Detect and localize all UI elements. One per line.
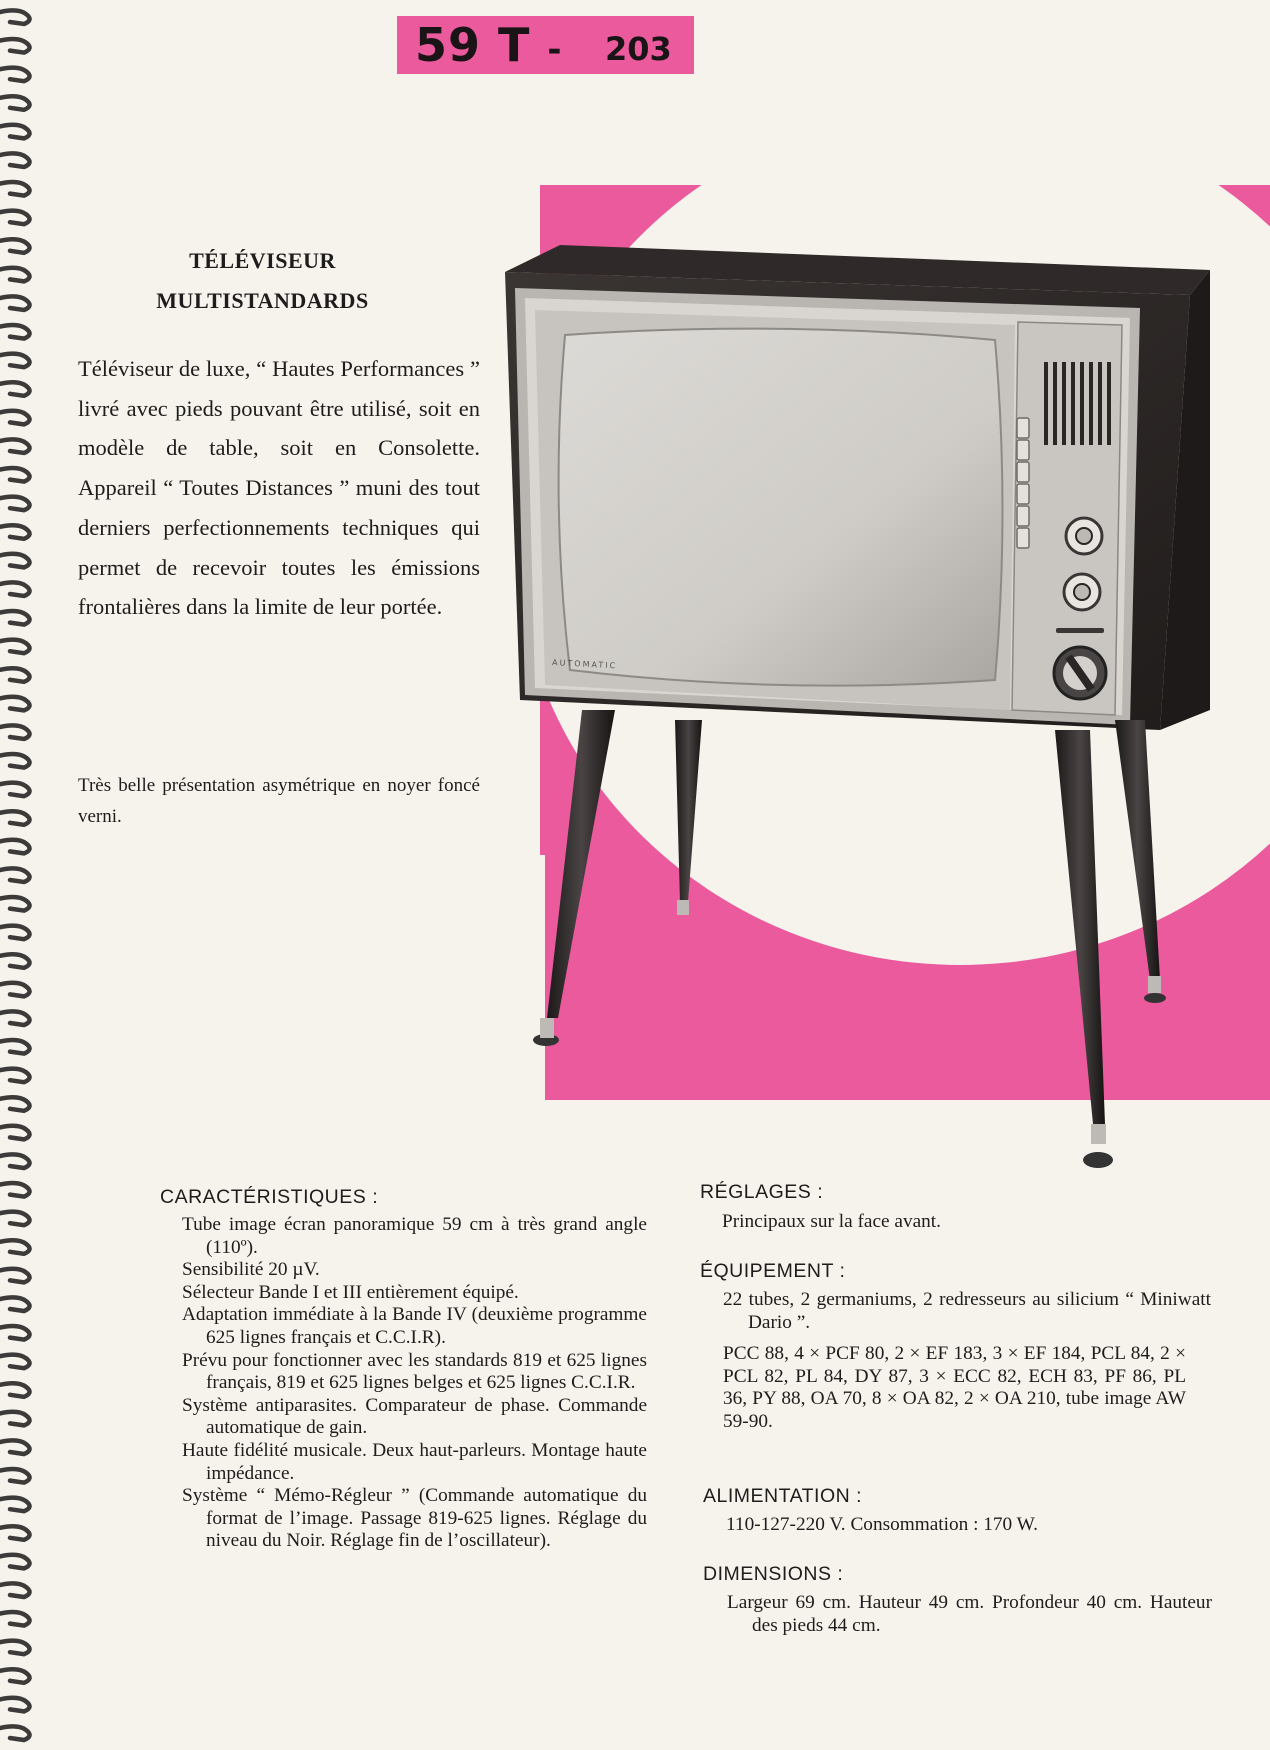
model-main: 59 T: [415, 18, 531, 72]
heading-line1: TÉLÉVISEUR: [189, 248, 336, 273]
spiral-ring: [0, 811, 30, 825]
model-number: 203: [605, 30, 672, 68]
spiral-ring: [0, 268, 30, 282]
spiral-ring: [0, 1612, 30, 1626]
spiral-ring: [0, 239, 30, 253]
caracteristique-item: Sélecteur Bande I et III entièrement équipé.: [182, 1281, 519, 1303]
equipement-text-2: PCC 88, 4 × PCF 80, 2 × EF 183, 3 × EF 184, PCL 84, 2 × PCL 82, PL 84, DY 87, 3 × ECC 82, ECH 83, PF 86, PL 36, PY 88, OA 70, 8 × OA 82, 2 × OA 210, tube image AW 59-90.: [723, 1343, 1186, 1432]
equipement-text-1: 22 tubes, 2 germaniums, 2 redresseurs au silicium “ Miniwatt Dario ”.: [723, 1289, 1211, 1333]
spiral-ring: [0, 640, 30, 654]
spiral-ring: [0, 1641, 30, 1655]
dimensions-title: DIMENSIONS :: [703, 1563, 844, 1585]
spiral-ring: [0, 468, 30, 482]
spiral-ring: [0, 1097, 30, 1111]
model-title: [415, 18, 563, 72]
spiral-ring: [0, 1469, 30, 1483]
spiral-ring: [0, 868, 30, 882]
spiral-ring: [0, 668, 30, 682]
spiral-ring: [0, 1669, 30, 1683]
spiral-ring: [0, 1040, 30, 1054]
caracteristique-item: Adaptation immédiate à la Bande IV (deuxième programme 625 lignes français et C.C.I.R).: [182, 1304, 647, 1348]
spiral-ring: [0, 611, 30, 625]
spiral-ring: [0, 554, 30, 568]
spiral-ring: [0, 1383, 30, 1397]
spiral-ring: [0, 411, 30, 425]
spiral-ring: [0, 1069, 30, 1083]
reglages-text: Principaux sur la face avant.: [722, 1211, 941, 1232]
spiral-ring: [0, 39, 30, 53]
tv-legs: [533, 710, 1166, 1168]
spiral-ring: [0, 1583, 30, 1597]
spiral-ring: [0, 1326, 30, 1340]
spiral-ring: [0, 582, 30, 596]
spiral-ring: [0, 296, 30, 310]
spiral-ring: [0, 1555, 30, 1569]
spiral-ring: [0, 783, 30, 797]
spiral-ring: [0, 1240, 30, 1254]
spiral-ring: [0, 697, 30, 711]
reglages-title: RÉGLAGES :: [700, 1181, 824, 1203]
spiral-ring: [0, 1154, 30, 1168]
caracteristique-item: Sensibilité 20 µV.: [182, 1259, 320, 1281]
spiral-ring: [0, 1212, 30, 1226]
caracteristiques-list: [182, 1214, 647, 1553]
spiral-ring: [0, 1698, 30, 1712]
screen-brand-label: AUTOMATIC: [551, 658, 618, 671]
spiral-ring: [0, 1726, 30, 1740]
caracteristique-item: Système antiparasites. Comparateur de phase. Commande automatique de gain.: [182, 1394, 647, 1439]
spiral-ring: [0, 211, 30, 225]
caracteristique-item: Prévu pour fonctionner avec les standards 819 et 625 lignes français, 819 et 625 lignes belges et 625 lignes C.C.I.R.: [182, 1349, 647, 1394]
spiral-ring: [0, 354, 30, 368]
spiral-ring: [0, 754, 30, 768]
spiral-ring: [0, 10, 30, 24]
spiral-ring: [0, 382, 30, 396]
spiral-ring: [0, 954, 30, 968]
spiral-ring: [0, 439, 30, 453]
spiral-ring: [0, 68, 30, 82]
spiral-ring: [0, 1498, 30, 1512]
caracteristique-item: Haute fidélité musicale. Deux haut-parleurs. Montage haute impédance.: [182, 1439, 647, 1484]
spiral-ring: [0, 1412, 30, 1426]
spiral-ring: [0, 1183, 30, 1197]
spiral-ring: [0, 325, 30, 339]
spiral-ring: [0, 840, 30, 854]
caracteristiques-title: CARACTÉRISTIQUES :: [160, 1186, 379, 1208]
dimensions-text: Largeur 69 cm. Hauteur 49 cm. Profondeur 40 cm. Hauteur des pieds 44 cm.: [727, 1592, 1212, 1636]
spiral-ring: [0, 926, 30, 940]
spiral-ring: [0, 1126, 30, 1140]
spiral-ring: [0, 1440, 30, 1454]
intro-paragraph: Téléviseur de luxe, “ Hautes Performances ” livré avec pieds pouvant être utilisé, soit en modèle de table, soit en Consolette. Appareil “ Toutes Distances ” muni des tout derniers perfectionnements techniques qui permet de recevoir toutes les émissions frontalières dans la limite de leur portée.: [78, 356, 480, 620]
spiral-ring: [0, 897, 30, 911]
caracteristique-item: Tube image écran panoramique 59 cm à très grand angle (110º).: [182, 1214, 647, 1258]
alimentation-title: ALIMENTATION :: [703, 1485, 863, 1507]
spiral-ring: [0, 1355, 30, 1369]
spiral-ring: [0, 983, 30, 997]
spiral-binding: [0, 0, 44, 1750]
spiral-ring: [0, 1526, 30, 1540]
spiral-ring: [0, 525, 30, 539]
spiral-ring: [0, 182, 30, 196]
television-illustration: [490, 240, 1240, 1180]
caracteristique-item: Système “ Mémo-Régleur ” (Commande automatique du format de l’image. Passage 819-625 lignes. Réglage du niveau du Noir. Réglage fin de l’oscillateur).: [182, 1485, 647, 1552]
model-separator: -: [547, 30, 563, 70]
spiral-ring: [0, 125, 30, 139]
spiral-ring: [0, 1269, 30, 1283]
alimentation-text: 110-127-220 V. Consommation : 170 W.: [726, 1514, 1038, 1535]
intro-paragraph-finish: Très belle présentation asymétrique en noyer foncé verni.: [78, 775, 480, 827]
equipement-title: ÉQUIPEMENT :: [700, 1260, 846, 1282]
spiral-ring: [0, 153, 30, 167]
heading-line2: MULTISTANDARDS: [156, 288, 369, 313]
spiral-ring: [0, 497, 30, 511]
spiral-ring: [0, 725, 30, 739]
spiral-ring: [0, 1297, 30, 1311]
spiral-ring: [0, 96, 30, 110]
spiral-ring: [0, 1011, 30, 1025]
